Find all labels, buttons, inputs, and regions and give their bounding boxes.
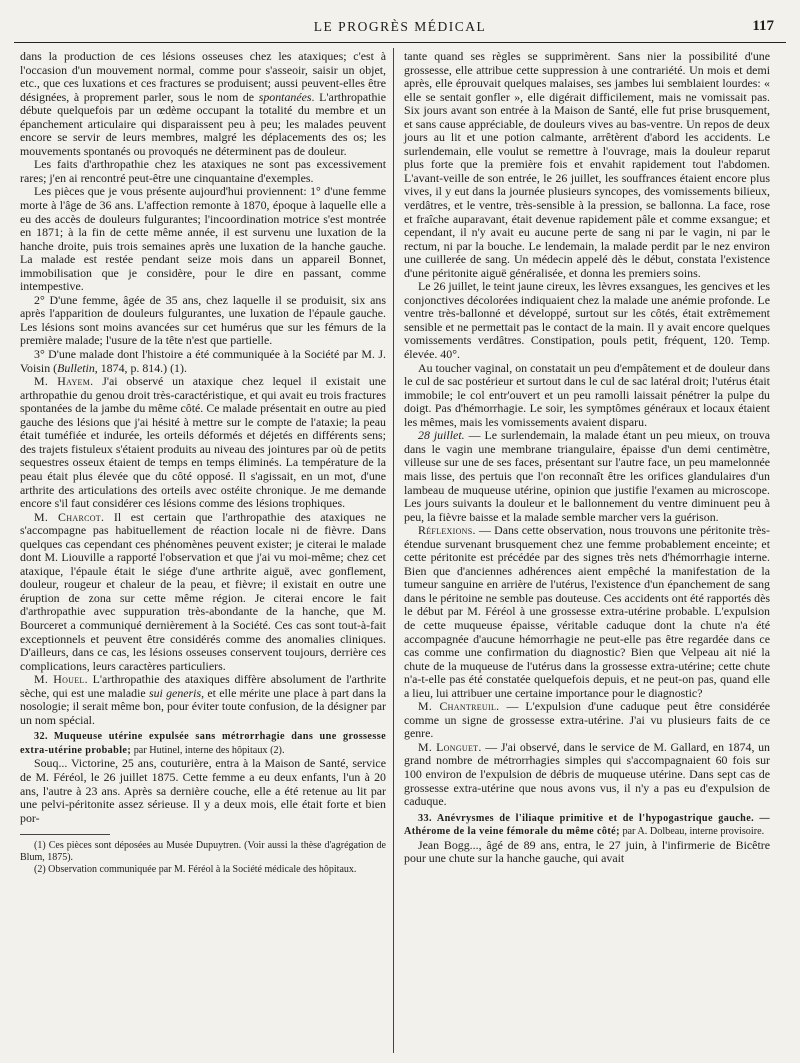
footnote-rule bbox=[20, 834, 110, 835]
paragraph: Les pièces que je vous présente aujourd'hui proviennent: 1° d'une femme morte à l'âge de 36 ans. L'affection remonte à 1870, époque à laquelle elle a eu des accès de douleurs fulgurantes; l'incoordination motrice s'est montrée en 1871; à la fin de cette même année, il est survenu une luxation de la hanche droite, puis trois semaines après une luxation de la hanche gauche. La malade est restée pendant seize mois dans un appareil Bonnet, immobilisation que je considère, pour le dire en passant, comme intempestive. bbox=[20, 184, 386, 294]
speaker-name: M. Houel. bbox=[34, 672, 88, 687]
speaker-name: M. Longuet. bbox=[418, 739, 482, 754]
paragraph: 2° D'une femme, âgée de 35 ans, chez laquelle il se produisit, six ans après l'apparition de douleurs fulgurantes, une luxation de l'épaule gauche. Les lésions sont moins avancées sur cet humérus que sur les fémurs de la première malade; l'usure de la tête n'est que partielle. bbox=[20, 292, 386, 348]
paragraph: M. Chantreuil. — L'expulsion d'une caduque peut être considérée comme un signe de grossesse extra-utérine. J'ai vu plusieurs faits de ce genre. bbox=[404, 699, 770, 741]
paragraph: Au toucher vaginal, on constatait un peu d'empâtement et de douleur dans le cul de sac postérieur et surtout dans le cul de sac latéral droit; l'utérus était immobile; le col entr'ouvert et un peu ramolli laissait pénétrer la pulpe du doigt. Pas d'hémorrhagie. Le soir, les symptômes généraux et locaux étaient les mêmes, mais les vomissements avaient disparu. bbox=[404, 360, 770, 429]
page-number: 117 bbox=[752, 18, 774, 34]
section-heading: 32. Muqueuse utérine expulsée sans métrorrhagie dans une grossesse extra-utérine probable; par Hutinel, interne des hôpitaux (2). bbox=[20, 731, 386, 756]
paragraph: M. Houel. L'arthropathie des ataxiques diffère absolument de l'arthrite sèche, qui est une maladie sui generis, et elle mérite une place à part dans la nosologie; il serait même bon, pour éviter toute confusion, de la désigner par un nom spécial. bbox=[20, 672, 387, 727]
paragraph: tante quand ses règles se supprimèrent. Sans nier la possibilité d'une grossesse, elle attribue cette suppression à une contrariété. Un mois et demi après, elle éprouvait quelques malaises, ses jambes lui semblaient lourdes: « elle se sentait gonfler », elle digérait difficilement, mais ne vomissait pas. Six jours avant son entrée à la Maison de Santé, elle fut prise brusquement, et sans cause appréciable, de douleurs vives au bas-ventre. Un repos de deux jours au lit et une potion calmante, arrêtèrent d'abord les accidents. Le surlendemain, elle voulut se remettre à l'ouvrage, mais la douleur reparut plus forte que la première fois et envahit rapidement tout l'abdomen. L'avant-veille de son entrée, le 26 juillet, les souffrances étaient encore plus vives, il y eut dans la journée plusieurs syncopes, des vomissements bilieux, verdâtres, et le ventre, très-sensible à la pression, se ballonna. La face, rose et fraîche auparavant, était devenue rapidement pâle et comme exsangue; et cependant, il n'y avait eu aucune perte de sang ni par le vagin, ni par le rectum, ni par la bouche. Le lendemain, la malade perdit par le nez environ une cuillerée de sang. Un médecin appelé dès le début, constata l'existence d'une péritonite aiguë généralisée, et donna les premiers soins. bbox=[404, 49, 770, 280]
running-header bbox=[0, 14, 800, 38]
journal-title: LE PROGRÈS MÉDICAL bbox=[313, 19, 487, 34]
speaker-name: M. Chantreuil. bbox=[418, 699, 500, 714]
paragraph: Jean Bogg..., âgé de 89 ans, entra, le 27 juin, à l'infirmerie de Bicêtre pour une chute sur la hanche gauche, qui avait bbox=[404, 837, 770, 866]
speaker-name: M. Charcot. bbox=[34, 509, 105, 524]
paragraph: dans la production de ces lésions osseuses chez les ataxiques; c'est à l'occasion d'un mouvement normal, comme pour s'asseoir, saisir un objet, etc., que ces luxations et ces fractures se produisent; aussi peuvent-elles être désignées, à proprement parler, sous le nom de spontanées. L'arthropathie débute quelquefois par un œdème occupant la totalité du membre et un épanchement articulaire qui disparaissent peu à peu; les malades peuvent encore se servir de leurs membres, malgré les déplacements des os; les mouvements spontanés ou provoqués ne déterminent pas de douleur. bbox=[20, 49, 386, 158]
section-label: Réflexions. bbox=[418, 523, 476, 538]
paragraph: 3° D'une malade dont l'histoire a été communiquée à la Société par M. J. Voisin (Bulletin, 1874, p. 814.) (1). bbox=[20, 347, 386, 375]
paragraph: Souq... Victorine, 25 ans, couturière, entra à la Maison de Santé, service de M. Féréol, le 26 juillet 1875. Cette femme a eu deux enfants, l'un à 20 ans, l'autre à 23 ans. Après sa dernière couche, elle a été retenue au lit par une pelvi-péritonite assez sérieuse. Il y a deux mois, elle était forte et bien por- bbox=[20, 756, 386, 825]
footnote: (2) Observation communiquée par M. Féréol à la Société médicale des hôpitaux. bbox=[34, 864, 357, 876]
paragraph: Réflexions. — Dans cette observation, nous trouvons une péritonite très-étendue survenant brusquement chez une femme probablement enceinte; et cette péritonite est précédée par des signes très nets d'hémorrhagie interne. Bien que d'anciennes adhérences aient empêché la manifestation de la tumeur sanguine en arrière de l'utérus, l'existence d'un épanchement de sang dans le péritoine ne semble pas douteuse. Ces accidents ont été rapportés dès le début par M. Féréol à une grossesse extra-utérine probable. L'expulsion de cette muqueuse épaisse, véritable caduque dont la chute n'a été accompagnée d'aucune hémorrhagie ne peut-elle pas être regardée dans ce cas comme une confirmation du diagnostic? Bien que Velpeau ait nié la chute de la muqueuse de l'utérus dans la grossesse extra-utérine; cette chute n'a-t-elle pas été constatée quelquefois depuis, et ne peut-on pas, quand elle a lieu, lui attribuer une certaine importance pour le diagnostic? bbox=[404, 523, 770, 700]
paragraph: M. Charcot. Il est certain que l'arthropathie des ataxiques ne s'accompagne pas habituellement de réaction locale ni de fièvre. Dans quelques cas cependant ces phénomènes peuvent exister; je citerai le malade dont M. Liouville a rapporté l'observation et que j'ai vu moi-même; chez cet ataxique, l'épaule était le siége d'une arthrite aiguë, avec gonflement, douleur, rougeur et chaleur de la peau, et fièvre; il existait en outre une éruption de zona sur cette même région. Je citerai encore le fait d'arthropathie avec suppuration très-abondante de la hanche, que M. Bourceret a communiqué dernièrement à la Société. Ces cas sont tout-à-fait exceptionnels et peuvent être considérés comme des anomalies cliniques. D'ailleurs, dans ce cas, les lésions osseuses conservent toujours, derrière ces complications, leurs caractères particuliers. bbox=[20, 509, 386, 673]
footnote: (1) Ces pièces sont déposées au Musée Dupuytren. (Voir aussi la thèse d'agrégation de Blum, 1875). bbox=[20, 840, 386, 864]
paragraph: Le 26 juillet, le teint jaune cireux, les lèvres exsangues, les gencives et les conjonctives décolorées indiquaient chez la malade une anémie profonde. Le ventre très-ballonné et développé, surtout sur les côtés, était extrêmement sensible et ne permettait pas le contact de la main. Il y avait encore quelques vomissements verdâtres. Constipation, pouls petit, fréquent, 120. Temp. élevée. 40°. bbox=[404, 279, 770, 362]
paragraph: M. Hayem. J'ai observé un ataxique chez lequel il existait une arthropathie du genou droit très-caractéristique, et qui avait eu trois fractures spontanées de la jambe du même côté. Ce malade présentait en outre au pied gauche des lésions que j'ai hésité à mettre sur le compte de l'ataxie; la peau était tuméfiée et indurée, les orteils déformés et déjetés en différents sens; des trajets fistuleux s'étaient produits au niveau des jointures par où de petits sequestres osseux étaient de temps en temps éliminés. La température de la peau était plus élevée que du côté opposé. Il s'agissait, en un mot, d'une arthrite des articulations des orteils avec ostéite chronique. Je me demande encore s'il faut considérer ces lésions comme des lésions trophiques. bbox=[20, 374, 386, 511]
section-heading: 33. Anévrysmes de l'iliaque primitive et de l'hypogastrique gauche. — Athérome de la veine fémorale du même côté; par A. Dolbeau, interne provisoire. bbox=[404, 812, 771, 838]
right-column bbox=[404, 50, 770, 866]
left-column bbox=[20, 50, 386, 876]
paragraph: Les faits d'arthropathie chez les ataxiques ne sont pas excessivement rares; j'en ai rencontré peut-être une cinquantaine d'exemples. bbox=[20, 157, 386, 185]
paragraph: 28 juillet. — Le surlendemain, la malade étant un peu mieux, on trouva dans le vagin une membrane triangulaire, épaisse d'un demi centimètre, villeuse sur une de ses faces, présentant sur l'autre face, un peu mamelonnée mais lisse, des pertuis que l'on reconnaît être les orifices glandulaires d'un lambeau de muqueuse utérine, opinion que justifie l'examen au microscope. Les jours suivants la douleur et le ballonnement du ventre diminuent peu à peu, la fièvre baisse et la malade semble marcher vers la guérison. bbox=[404, 428, 771, 524]
column-divider bbox=[393, 48, 394, 1053]
paragraph: M. Longuet. — J'ai observé, dans le service de M. Gallard, en 1874, un grand nombre de métrorrhagies simples qui s'accompagnaient 60 fois sur 100 environ de l'expulsion de débris de muqueuse utérine. Dans sept cas de grossesse extra-utérine que nous avons vus, il n'y a pas eu d'expulsion de caduque. bbox=[404, 739, 770, 809]
speaker-name: M. Hayem. bbox=[34, 374, 94, 389]
header-rule bbox=[14, 42, 786, 43]
